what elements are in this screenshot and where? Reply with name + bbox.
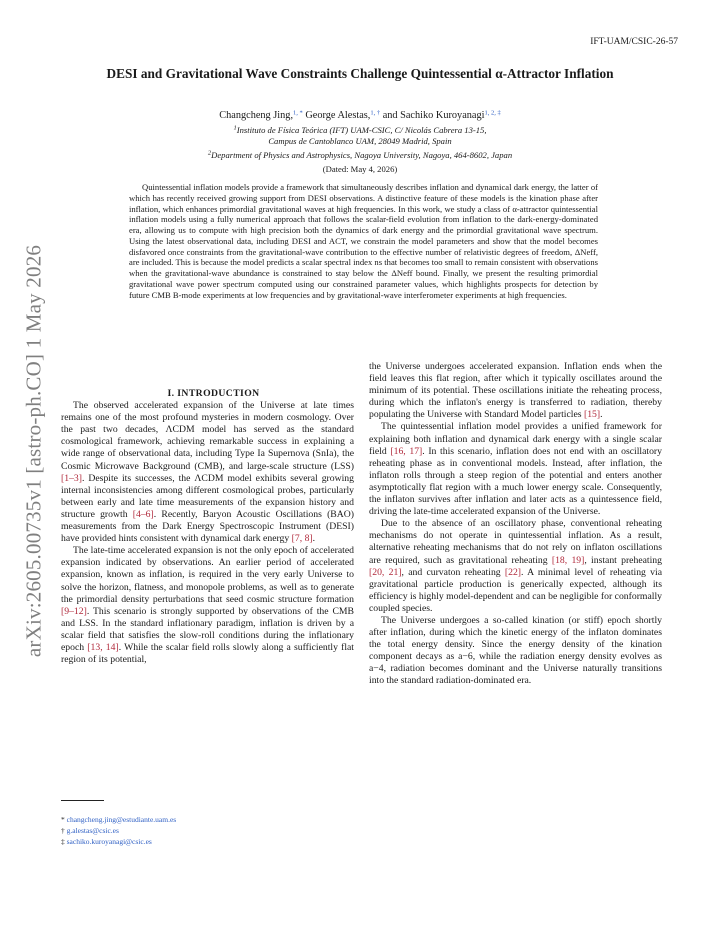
footnote: † g.alestas@csic.es <box>61 826 119 835</box>
citation-link[interactable]: [1–3] <box>61 472 82 484</box>
paragraph: The late-time accelerated expansion is not the only epoch of accelerated expansion indicated by observations. An earlier period of accelerated expansion, known as inflation, is required in the very early Universe to solve the horizon, flatness, and monopole problems, as well as to generate the primordial density perturbations that seed cosmic structure formation [9–12]. This scenario is strongly supported by observations of the CMB and LSS. In the standard inflationary paradigm, inflation is driven by a scalar field that satisfies the slow-roll conditions during the inflationary epoch [13, 14]. While the scalar field rolls slowly along a sufficiently flat region of its potential, <box>61 545 354 666</box>
author-name: Changcheng Jing, <box>219 110 294 121</box>
citation-link[interactable]: [13, 14] <box>87 641 119 653</box>
author-sup[interactable]: 1, † <box>370 109 381 117</box>
left-column <box>61 388 354 666</box>
citation-link[interactable]: [4–6] <box>132 508 154 520</box>
arxiv-id: arXiv:2605.00735v1 [astro-ph.CO] 1 May 2026 <box>21 244 46 658</box>
date-line: (Dated: May 4, 2026) <box>322 164 398 174</box>
paragraph: The observed accelerated expansion of the Universe at late times remains one of the most profound mysteries in modern cosmology. Over the past two decades, ΛCDM model has served as the standard cosmological framework, achieving remarkable success in explaining a wide range of observational data, including Type Ia Supernova (SnIa), the Cosmic Microwave Background (CMB), and large-scale structure (LSS) [1–3]. Despite its successes, the ΛCDM model exhibits several growing internal inconsistencies among different cosmological probes, particularly between early and late time measurements of the expansion history and structure growth [4–6]. Recently, Baryon Acoustic Oscillations (BAO) measurements from the Dark Energy Spectroscopic Instrument (DESI) have provided hints consistent with dynamical dark energy [7, 8]. <box>61 400 354 545</box>
citation-link[interactable]: [18, 19] <box>551 554 585 566</box>
citation-link[interactable]: [20, 21] <box>369 566 402 578</box>
footnote: ‡ sachiko.kuroyanagi@csic.es <box>61 837 152 846</box>
email-link[interactable]: sachiko.kuroyanagi@csic.es <box>66 837 152 846</box>
arxiv-side-stamp <box>17 236 51 666</box>
citation-link[interactable]: [9–12] <box>61 605 87 617</box>
email-link[interactable]: g.alestas@csic.es <box>66 826 119 835</box>
affiliation-2: $^2$Department of Physics and Astrophysics, Nagoya University, Nagoya, 464-8602, Japan <box>207 149 513 160</box>
paper-title: DESI and Gravitational Wave Constraints Challenge Quintessential α-Attractor Inflation <box>106 66 614 81</box>
author-list <box>70 110 650 121</box>
author-sup[interactable]: 1, 2, ‡ <box>484 109 501 117</box>
abstract: Quintessential inflation models provide a framework that simultaneously describes inflation and dynamical dark energy, the latter of which has recently received growing support from DESI observations. A distinctive feature of these models is the kination phase after inflation, which enhances primordial gravitational waves at high frequencies. In this work, we study a class of α-attractor quintessential inflation models using a fully numerical approach that follows the scalar-field evolution from inflation to the dark-energy-dominated era, allowing us to compute with high precision both the dynamics of dark energy and the primordial gravitational wave spectrum. Using the latest observational data, including DESI and ACT, we constrain the model parameters and show that the model becomes disfavored once constraints from the gravitational-wave contribution to the effective number of relativistic degrees of freedom, ΔNeff, are included. This is because the model predicts a scalar spectral index ns that becomes too small to remain consistent with observations when the gravitational-wave abundance is constrained to stay below the ΔNeff bound. Finally, we present the resulting primordial gravitational wave power spectrum computed using our constrained parameter values, which highlights prospects for detection by future CMB B-mode experiments at low frequencies and by gravitational-wave interferometer experiments at high frequencies. <box>129 182 598 300</box>
footnote: * changcheng.jing@estudiante.uam.es <box>61 815 177 824</box>
right-column <box>369 361 662 688</box>
report-number: IFT-UAM/CSIC-26-57 <box>590 37 678 47</box>
author-sup[interactable]: 1, * <box>293 109 303 117</box>
author-name: George Alestas, <box>302 110 371 121</box>
paragraph: the Universe undergoes accelerated expansion. Inflation ends when the field leaves this flat region, after which it typically oscillates around the minimum of its potential. These oscillations initiate the reheating process, during which the inflaton's energy is transferred to radiation, thereby populating the Universe with Standard Model particles [15]. <box>369 361 662 421</box>
citation-link[interactable]: [7, 8] <box>291 533 313 545</box>
citation-link[interactable]: [16, 17] <box>390 445 423 457</box>
author-name: and Sachiko Kuroyanagi <box>380 110 485 121</box>
footnote-rule <box>61 800 104 801</box>
affiliation-1: $^1$Instituto de Física Teórica (IFT) UAM-CSIC, C/ Nicolás Cabrera 13-15, Campus de Cantoblanco UAM, 28049 Madrid, Spain <box>233 124 487 146</box>
paragraph: The Universe undergoes a so-called kination (or stiff) epoch shortly after inflation, during which the kinetic energy of the inflaton dominates the total energy density. Since the energy density of the kination component decays as a−6, while the radiation energy density evolves as a−4, radiation becomes dominant and the Universe naturally transitions into the standard radiation-dominated era. <box>369 614 662 687</box>
citation-link[interactable]: [22] <box>504 566 522 578</box>
paragraph: The quintessential inflation model provides a unified framework for explaining both inflation and dynamical dark energy with a single scalar field [16, 17]. In this scenario, inflation does not end with an oscillatory reheating phase as in conventional models. Instead, after inflation, the inflaton rolls through a steep region of the potential and enters another asymptotically flat region with a much lower energy scale. Consequently, the inflaton survives after inflation and later acts as a quintessence field, driving the late-time accelerated expansion of the Universe. <box>369 421 662 518</box>
section-heading: I. INTRODUCTION <box>167 388 260 399</box>
citation-link[interactable]: [15] <box>583 409 601 421</box>
email-link[interactable]: changcheng.jing@estudiante.uam.es <box>66 815 177 824</box>
paragraph: Due to the absence of an oscillatory phase, conventional reheating mechanisms do not operate in quintessential inflation. As a result, alternative reheating mechanisms that do not rely on inflaton oscillations are required, such as gravitational reheating [18, 19], instant preheating [20, 21], and curvaton reheating [22]. A minimal level of reheating via gravitational particle production is generically expected, although its efficiency is highly model-dependent and can be negligible for conformally coupled species. <box>369 518 662 614</box>
